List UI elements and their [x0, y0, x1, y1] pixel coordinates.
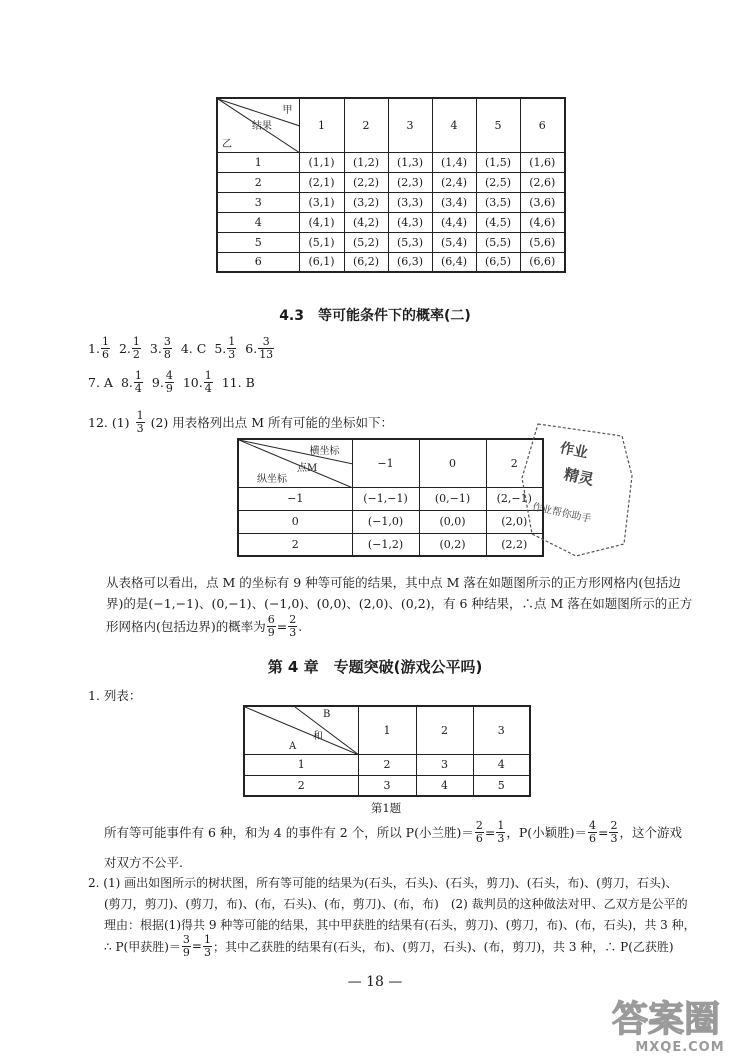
q1-explain-text: ，这个游戏	[619, 825, 682, 841]
table-cell: (5,4)	[432, 232, 476, 252]
table-cell: (2,−1)	[486, 487, 543, 510]
corner-mid-label: 和	[313, 731, 323, 742]
probability-fraction: $\frac{2}{6}$	[475, 819, 483, 845]
stamp-shape-icon	[518, 418, 636, 558]
stamp-line-2: 精灵	[562, 465, 596, 489]
corner-bottom-label: 纵坐标	[257, 473, 287, 485]
row-header: 0	[238, 510, 352, 533]
table-cell: (2,3)	[388, 172, 432, 192]
diagonal-lines	[245, 707, 358, 754]
table-row	[217, 232, 565, 252]
coordinate-table-m	[237, 438, 544, 557]
table-cell: 5	[473, 775, 530, 796]
table-cell: (4,3)	[388, 212, 432, 232]
col-header: 2	[416, 706, 473, 754]
site-watermark	[612, 1000, 748, 1060]
table-cell: (6,4)	[432, 252, 476, 272]
corner-top-label: 甲	[282, 105, 293, 116]
table-cell: (4,5)	[476, 212, 520, 232]
row-header: −1	[238, 487, 352, 510]
col-header: 2	[344, 98, 388, 152]
table-cell: (1,6)	[520, 152, 565, 172]
table-corner-cell	[244, 706, 358, 754]
table-row	[217, 192, 565, 212]
answer-fraction: $\frac{1}{4}$	[134, 369, 142, 395]
col-header: 6	[520, 98, 565, 152]
table-cell: (4,2)	[344, 212, 388, 232]
q2-line-1: 2. (1) 画出如图所示的树状图，所有等可能的结果为(石头，石头)、(石头，剪刀)、(石头，布)、(剪刀，石头)、	[88, 876, 678, 890]
probability-fraction: $\frac{3}{9}$	[182, 933, 190, 959]
q2-line-3: 理由：根据(1)得共 9 种等可能的结果，其中甲获胜的结果有(石头，剪刀)、(剪刀，布)、(布，石头)，共 3 种，	[104, 918, 696, 932]
answers-line-1	[88, 336, 283, 360]
col-header: 1	[358, 706, 416, 754]
table-cell: (2,1)	[299, 172, 344, 192]
table-caption: 第1题	[370, 801, 402, 815]
table-cell: (5,6)	[520, 232, 565, 252]
probability-fraction: $\frac{1}{3}$	[497, 819, 505, 845]
row-header: 2	[244, 775, 358, 796]
corner-bottom-label: A	[289, 740, 297, 752]
outcome-table-dice	[216, 97, 566, 273]
table-cell: (−1,−1)	[352, 487, 419, 510]
table-row	[217, 152, 565, 172]
row-header: 1	[217, 152, 299, 172]
table-cell: (3,6)	[520, 192, 565, 212]
table-cell: (−1,2)	[352, 533, 419, 556]
row-header: 5	[217, 232, 299, 252]
q2-text: ；其中乙获胜的结果有(石头，布)、(剪刀，石头)、(布，剪刀)，共 3 种，∴ P(乙获胜)	[212, 939, 674, 954]
col-header: −1	[352, 439, 419, 487]
answer-number: 1.	[88, 340, 100, 356]
q12-explain-line-3	[106, 614, 302, 638]
table-cell: (2,2)	[486, 533, 543, 556]
table-cell: (2,0)	[486, 510, 543, 533]
table-cell: (0,−1)	[419, 487, 486, 510]
table-corner-cell	[217, 98, 299, 152]
row-header: 2	[217, 172, 299, 192]
answer-number: 11.	[221, 374, 242, 390]
chapter-4-heading: 第 4 章 专题突破(游戏公平吗)	[267, 658, 483, 676]
table-cell: 3	[358, 775, 416, 796]
table-cell: (4,6)	[520, 212, 565, 232]
q12-prefix: 12. (1)	[88, 414, 130, 430]
col-header: 1	[299, 98, 344, 152]
table-cell: 3	[416, 754, 473, 775]
q1-explain-line-1	[104, 820, 682, 844]
answer-fraction: $\frac{1}{4}$	[204, 369, 212, 395]
table-cell: (0,2)	[419, 533, 486, 556]
table-cell: (1,2)	[344, 152, 388, 172]
corner-mid-label: 结果	[252, 121, 272, 132]
answer-text: C	[196, 340, 207, 356]
table-cell: (1,5)	[476, 152, 520, 172]
page-number: — 18 —	[347, 974, 403, 990]
sum-table	[243, 705, 531, 797]
table-cell: (2,4)	[432, 172, 476, 192]
q1-label: 1. 列表：	[88, 688, 142, 703]
q1-explain-line-2: 对双方不公平.	[104, 855, 183, 870]
answer-number: 8.	[120, 374, 133, 390]
answer-fraction: $\frac{3}{13}$	[259, 335, 274, 361]
answer-number: 5.	[214, 340, 227, 356]
probability-fraction: $\frac{1}{3}$	[203, 933, 211, 959]
probability-fraction: $\frac{2}{3}$	[289, 613, 297, 639]
row-header: 6	[217, 252, 299, 272]
col-header: 5	[476, 98, 520, 152]
table-cell: (3,1)	[299, 192, 344, 212]
table-cell: 4	[416, 775, 473, 796]
stamp-line-1: 作业	[558, 440, 590, 462]
table-cell: (2,5)	[476, 172, 520, 192]
table-cell: (1,1)	[299, 152, 344, 172]
table-cell: (3,3)	[388, 192, 432, 212]
homework-stamp	[518, 418, 636, 558]
table-cell: (2,2)	[344, 172, 388, 192]
answers-line-2	[88, 370, 263, 394]
table-cell: (6,5)	[476, 252, 520, 272]
answer-number: 9.	[151, 374, 164, 390]
table-cell: (4,1)	[299, 212, 344, 232]
table-row	[238, 487, 543, 510]
row-header: 2	[238, 533, 352, 556]
table-cell: (6,6)	[520, 252, 565, 272]
question-12-line	[88, 410, 393, 434]
watermark-small-text: MXQE.COM	[635, 1040, 725, 1055]
table-row	[244, 754, 530, 775]
table-cell: (−1,0)	[352, 510, 419, 533]
q12-explain-line-2: 界)的是(−1,−1)、(0,−1)、(−1,0)、(0,0)、(2,0)、(0,2)，有 6 种结果，∴点 M 落在如题图所示的正方	[106, 596, 693, 611]
col-header: 3	[473, 706, 530, 754]
q1-explain-text: 所有等可能事件有 6 种，和为 4 的事件有 2 个，所以 P(小兰胜)＝	[104, 825, 474, 841]
q12-fraction: $\frac{1}{3}$	[136, 409, 144, 435]
table-cell: (0,0)	[419, 510, 486, 533]
q12-text: (2) 用表格列出点 M 所有可能的坐标如下：	[150, 415, 393, 431]
equals-sign: =	[276, 618, 288, 634]
col-header: 2	[486, 439, 543, 487]
equals-sign: =	[484, 824, 496, 840]
equals-sign: =	[598, 824, 609, 840]
answer-fraction: $\frac{1}{2}$	[132, 335, 140, 361]
answer-number: 3.	[149, 340, 162, 356]
table-row	[244, 775, 530, 796]
corner-top-label: B	[323, 709, 331, 720]
period: .	[298, 618, 303, 634]
table-row	[238, 510, 543, 533]
col-header: 0	[419, 439, 486, 487]
table-cell: (5,3)	[388, 232, 432, 252]
watermark-big-text: 答案圈	[612, 999, 721, 1040]
q2-line-2: (剪刀，剪刀)、(剪刀，布)、(布，石头)、(布，剪刀)、(布，布) (2) 裁判员的这种做法对甲、乙双方是公平的	[104, 897, 688, 911]
table-row	[217, 212, 565, 232]
answer-fraction: $\frac{4}{9}$	[165, 369, 173, 395]
col-header: 4	[432, 98, 476, 152]
table-cell: (4,4)	[432, 212, 476, 232]
row-header: 1	[244, 754, 358, 775]
row-header: 3	[217, 192, 299, 212]
table-cell: (5,2)	[344, 232, 388, 252]
probability-fraction: $\frac{4}{6}$	[589, 819, 596, 845]
col-header: 3	[388, 98, 432, 152]
answer-fraction: $\frac{1}{6}$	[101, 335, 109, 361]
table-cell: 2	[358, 754, 416, 775]
answer-number: 6.	[245, 340, 258, 356]
q2-line-4	[104, 934, 674, 958]
q12-explain-line-1: 从表格可以看出，点 M 的坐标有 9 种等可能的结果，其中点 M 落在如题图所示的正方形网格内(包括边	[106, 575, 681, 590]
table-cell: 4	[473, 754, 530, 775]
table-row	[217, 172, 565, 192]
row-header: 4	[217, 212, 299, 232]
table-row	[238, 533, 543, 556]
section-heading-4-3: 4.3 等可能条件下的概率(二)	[279, 308, 471, 324]
corner-top-label: 横坐标	[309, 446, 340, 457]
corner-bottom-label: 乙	[222, 138, 232, 150]
table-cell: (2,6)	[520, 172, 565, 192]
table-row	[217, 252, 565, 272]
table-cell: (3,2)	[344, 192, 388, 212]
stamp-line-3: 作业帮你助手	[531, 501, 593, 526]
answer-fraction: $\frac{3}{8}$	[163, 335, 171, 361]
answer-text: A	[103, 374, 113, 390]
table-cell: (5,5)	[476, 232, 520, 252]
table-cell: (3,5)	[476, 192, 520, 212]
probability-fraction: $\frac{2}{3}$	[610, 819, 618, 845]
table-cell: (5,1)	[299, 232, 344, 252]
table-cell: (6,1)	[299, 252, 344, 272]
q12-explain-text: 形网格内(包括边界)的概率为	[106, 619, 266, 635]
q2-text: ∴ P(甲获胜)＝	[104, 939, 181, 954]
equals-sign: =	[191, 939, 202, 954]
table-cell: (6,2)	[344, 252, 388, 272]
q1-explain-text: ，P(小颖胜)＝	[506, 825, 587, 841]
answer-fraction: $\frac{1}{3}$	[228, 335, 236, 361]
answer-number: 2.	[118, 340, 131, 356]
answer-text: B	[245, 374, 255, 390]
probability-fraction: $\frac{6}{9}$	[267, 613, 275, 639]
table-cell: (3,4)	[432, 192, 476, 212]
answer-number: 10.	[182, 374, 203, 390]
answer-number: 4.	[180, 340, 193, 356]
table-cell: (1,4)	[432, 152, 476, 172]
table-cell: (1,3)	[388, 152, 432, 172]
answer-number: 7.	[88, 374, 100, 390]
corner-mid-label: 点M	[297, 463, 318, 474]
table-corner-cell	[238, 439, 352, 487]
table-cell: (6,3)	[388, 252, 432, 272]
